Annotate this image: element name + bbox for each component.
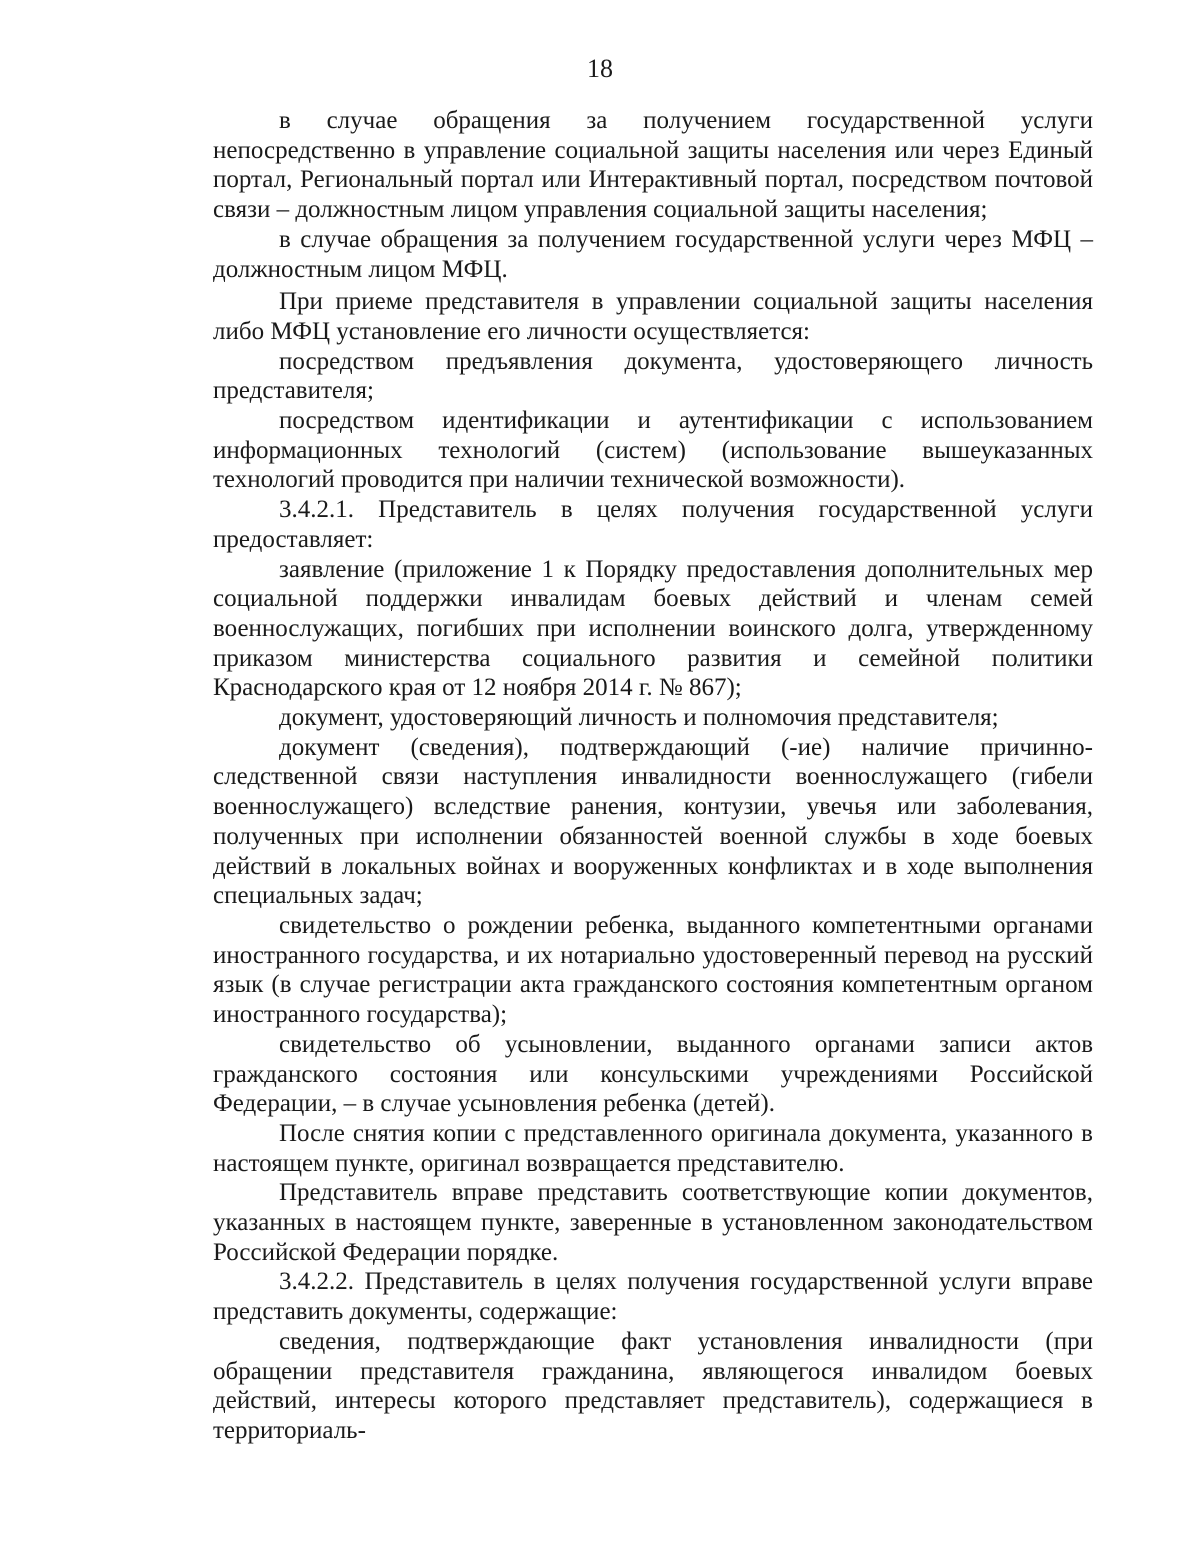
paragraph-6: 3.4.2.1. Представитель в целях получения государственной услуги предоставляет: xyxy=(213,496,1093,553)
page-number: 18 xyxy=(587,54,613,83)
paragraph-9: документ (сведения), подтверждающий (-ие) наличие причинно-следственной связи наступления инвалидности военнослужащего (гибели военнослужащего) вследствие ранения, контузии, увечья или заболевания, полученных при исполнении обязанностей военной службы в ходе боевых действий в локальных войнах и вооруженных конфликтах и в ходе выполнения специальных задач; xyxy=(213,733,1093,910)
paragraph-13: Представитель вправе представить соответствующие копии документов, указанных в настоящем пункте, заверенные в установленном законодательством Российской Федерации порядке. xyxy=(213,1179,1093,1266)
paragraph-8: документ, удостоверяющий личность и полномочия представителя; xyxy=(279,704,999,732)
paragraph-12: После снятия копии с представленного оригинала документа, указанного в настоящем пункте, оригинал возвращается представителю. xyxy=(213,1119,1093,1177)
paragraph-15: сведения, подтверждающие факт установления инвалидности (при обращении представителя гражданина, являющегося инвалидом боевых действий, интересы которого представляет представитель), содержащиеся в территориаль- xyxy=(213,1327,1093,1444)
paragraph-1: в случае обращения за получением государственной услуги непосредственно в управление социальной защиты населения или через Единый портал, Региональный портал или Интерактивный портал, посредством почтовой связи – должностным лицом управления социальной защиты населения; xyxy=(213,107,1093,224)
paragraph-7: заявление (приложение 1 к Порядку предоставления дополнительных мер социальной поддержки инвалидам боевых действий и членам семей военнослужащих, погибших при исполнении воинского долга, утвержденному приказом министерства социального развития и семейной политики Краснодарского края от 12 ноября 2014 г. № 867); xyxy=(213,555,1093,702)
document-body xyxy=(213,106,1093,1446)
paragraph-2: в случае обращения за получением государственной услуги через МФЦ – должностным лицом МФЦ. xyxy=(213,225,1093,283)
paragraph-11: свидетельство об усыновлении, выданного органами записи актов гражданского состояния или консульскими учреждениями Российской Федерации, – в случае усыновления ребенка (детей). xyxy=(213,1030,1093,1118)
paragraph-4: посредством предъявления документа, удостоверяющего личность представителя; xyxy=(213,347,1093,405)
paragraph-3: При приеме представителя в управлении социальной защиты населения либо МФЦ установление его личности осуществляется: xyxy=(213,288,1093,345)
paragraph-14: 3.4.2.2. Представитель в целях получения государственной услуги вправе представить документы, содержащие: xyxy=(213,1268,1093,1326)
paragraph-5: посредством идентификации и аутентификации с использованием информационных технологий (систем) (использование вышеуказанных технологий проводится при наличии технической возможности). xyxy=(213,407,1093,494)
paragraph-10: свидетельство о рождении ребенка, выданного компетентными органами иностранного государства, и их нотариально удостоверенный перевод на русский язык (в случае регистрации акта гражданского состояния компетентным органом иностранного государства); xyxy=(213,911,1093,1029)
